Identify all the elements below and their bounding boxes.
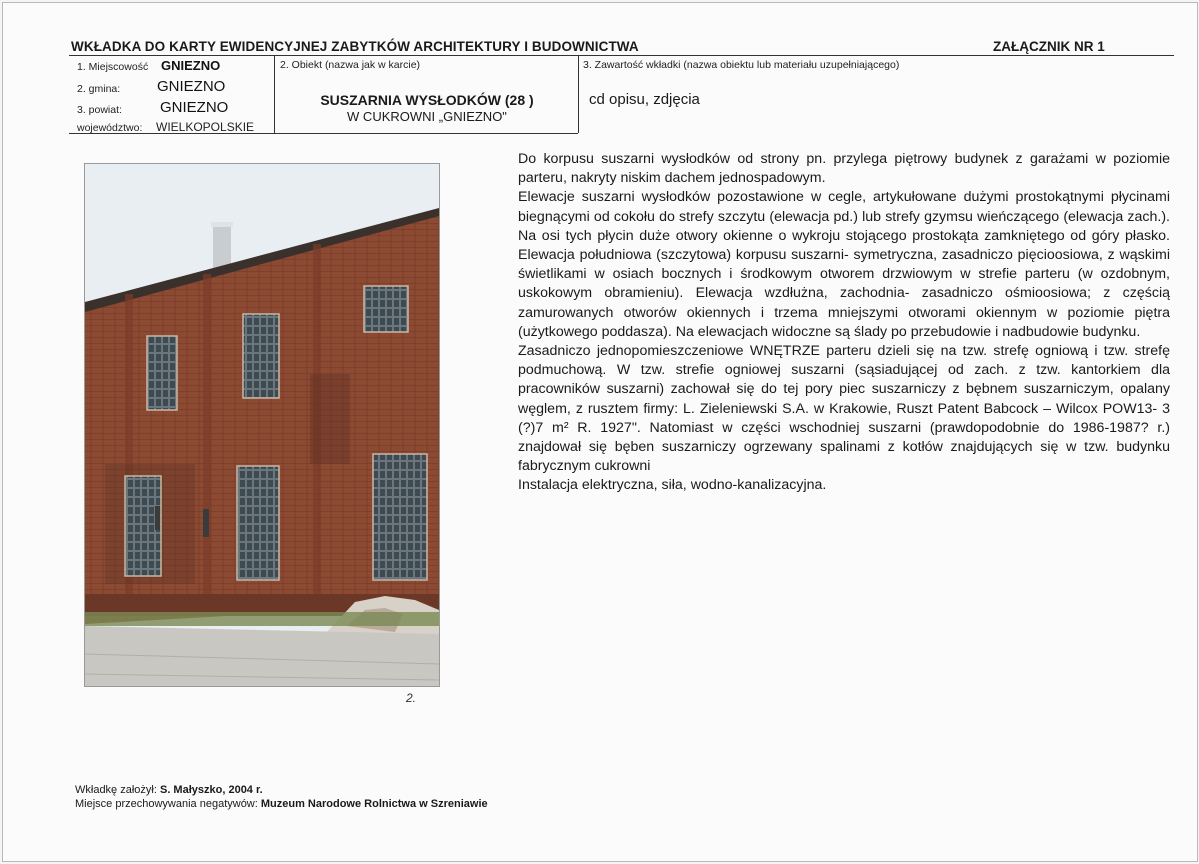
photo-number-mark: 2. — [406, 691, 417, 705]
description-paragraph: Zasadniczo jednopomieszczeniowe WNĘTRZE parteru dzieli się na tzw. strefę ogniową i tzw. strefę podmuchową. W tzw. strefie ogniowej suszarni (sąsiadującej od zach. z tzw. kantorkiem dla pracowników suszarni) zachował się do tej pory piec suszarniczy z bębnem suszarniczym, opalany węglem, z rusztem firmy: L. Zieleniewski S.A. w Krakowie, Ruszt Patent Babcock – Wilcox POW13- 3 (?)7 m² R. 1927". Natomiast w części wschodniej suszarni (prawdopodobnie do 1986-1987? r.) znajdował się bęben suszarniczy ogrzewany spalinami z kotłów znajdujących się w tzw. budynku fabrycznym cukrowni — [518, 343, 1170, 475]
footer-storage-value: Muzeum Narodowe Rolnictwa w Szreniawie — [260, 798, 488, 810]
zawartosc-value: cd opisu, zdjęcia — [589, 91, 700, 108]
building-photo — [84, 163, 440, 687]
description-paragraph: Instalacja elektryczna, siła, wodno-kanalizacyjna. — [518, 477, 827, 494]
description-paragraph: Do korpusu suszarni wysłodków od strony pn. przylega piętrowy budynek z garażami w poziomie parteru, nakryty niskim dachem jednospadowym. — [518, 151, 1170, 187]
record-sheet — [2, 2, 1198, 862]
footer-storage-label: Miejsce przechowywania negatywów: — [75, 798, 258, 810]
gmina-value: GNIEZNO — [157, 78, 226, 95]
obiekt-label: 2. Obiekt (nazwa jak w karcie) — [280, 59, 421, 71]
header-title: WKŁADKA DO KARTY EWIDENCYJNEJ ZABYTKÓW ARCHITEKTURY I BUDOWNICTWA — [71, 39, 639, 54]
description-paragraph: Elewacje suszarni wysłodków pozostawione w cegle, artykułowane dużymi prostokątnymi płycinami biegnącymi od cokołu do strefy szczytu (elewacja pd.) lub strefy gzymsu wieńczącego (elewacja zach.). Na osi tych płycin duże otwory okienne o wykroju stojącego prostokąta zamkniętego od góry płasko. Elewacja południowa (szczytowa) korpusu suszarni- symetryczna, zasadniczo pięcioosiowa, z wąskimi świetlikami w osiach bocznych i środkowym otworem drzwiowym w strefie parteru (w ozdobnym, uskokowym obramieniu). Elewacja wzdłużna, zachodnia- zasadniczo ośmioosiowa; z częścią zamurowanych otworów okiennych i trzema mniejszymi otworami okiennym w poziomie piętra (użytkowego poddasza). Na elewacjach widoczne są ślady po przebudowie i nadbudowie budynku. — [518, 189, 1170, 340]
miejscowosc-label: 1. Miejscowość — [77, 61, 149, 73]
footer-author-label: Wkładkę założył: — [75, 784, 157, 796]
obiekt-name: SUSZARNIA WYSŁODKÓW (28 ) — [320, 92, 534, 108]
description-text — [518, 150, 1170, 496]
form-divider-1 — [274, 55, 275, 133]
building-photo-illustration — [85, 164, 439, 686]
wojewodztwo-value: WIELKOPOLSKIE — [156, 120, 255, 134]
powiat-label: 3. powiat: — [77, 104, 122, 116]
header-rule — [69, 55, 1174, 56]
miejscowosc-value: GNIEZNO — [161, 58, 221, 73]
form-divider-2 — [578, 55, 579, 133]
zawartosc-label: 3. Zawartość wkładki (nazwa obiektu lub materiału uzupełniającego) — [583, 59, 900, 71]
obiekt-subtitle: W CUKROWNI „GNIEZNO" — [347, 109, 507, 124]
header-annex: ZAŁĄCZNIK NR 1 — [993, 39, 1105, 54]
footer-author — [75, 784, 263, 796]
wojewodztwo-label: województwo: — [77, 122, 143, 134]
powiat-value: GNIEZNO — [160, 99, 229, 116]
gmina-label: 2. gmina: — [77, 83, 121, 95]
footer-storage — [75, 798, 488, 810]
footer-author-value: S. Małyszko, 2004 r. — [159, 784, 263, 796]
form-bottom-rule — [69, 133, 578, 134]
